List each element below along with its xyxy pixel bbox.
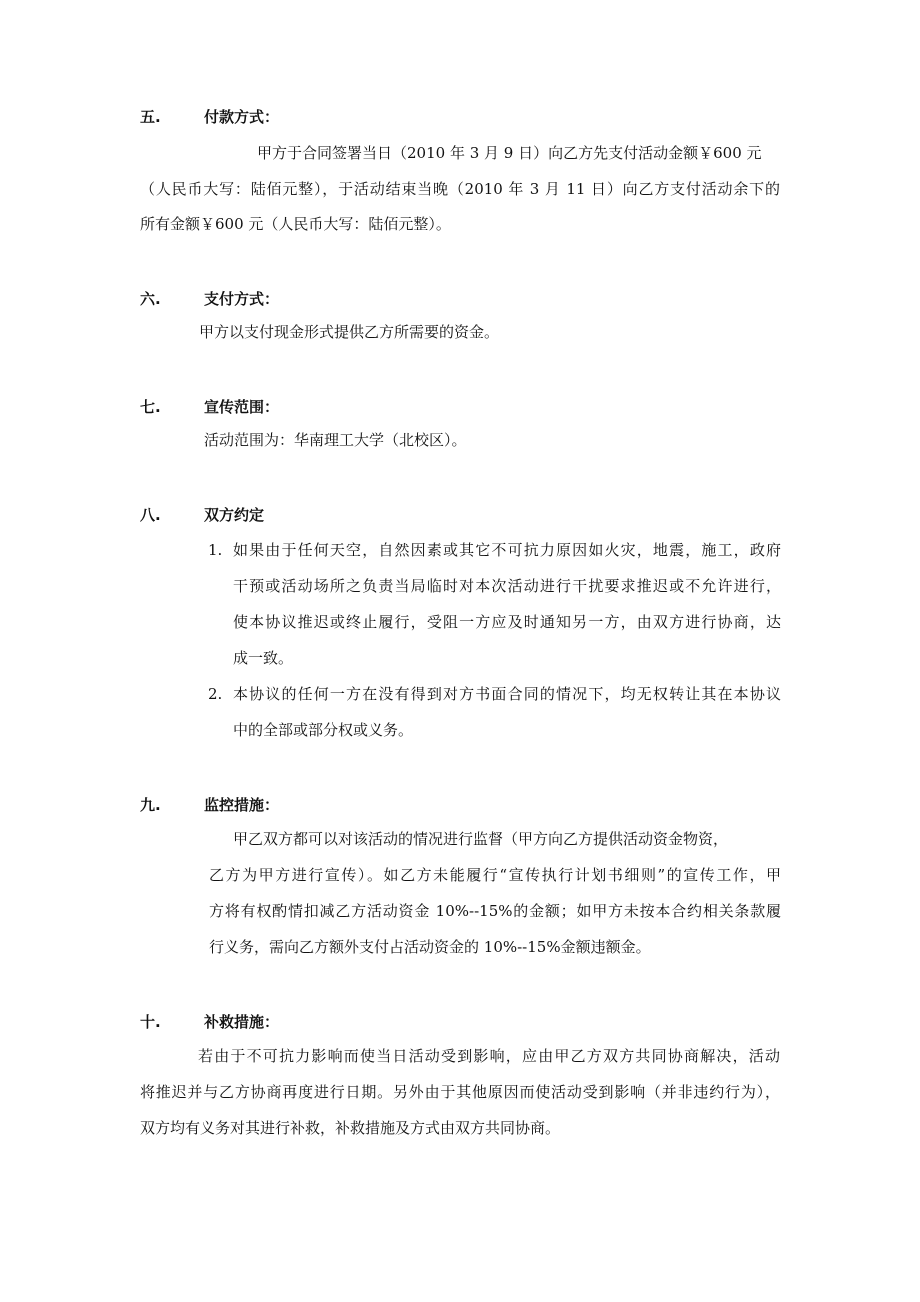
section-number: 十. bbox=[140, 1013, 161, 1031]
list-item-line: 中的全部或部分权或义务。 bbox=[233, 721, 414, 739]
paragraph-line: 乙方为甲方进行宣传）。如乙方未能履行“宣传执行计划书细则”的宣传工作，甲 bbox=[209, 866, 781, 884]
section-title: 支付方式： bbox=[204, 290, 280, 308]
section-title: 双方约定 bbox=[204, 506, 265, 524]
section-title: 补救措施： bbox=[204, 1013, 280, 1031]
paragraph-line: 方将有权酌情扣减乙方活动资金 10%--15%的金额；如甲方未按本合约相关条款履 bbox=[209, 902, 781, 920]
paragraph-line: （人民币大写：陆佰元整），于活动结束当晚（2010 年 3 月 11 日）向乙方支付活动余下的 bbox=[140, 180, 780, 198]
section-number: 六. bbox=[140, 290, 161, 308]
section-title: 付款方式： bbox=[204, 108, 280, 126]
list-item-line: 干预或活动场所之负责当局临时对本次活动进行干扰要求推迟或不允许进行， bbox=[233, 577, 781, 595]
paragraph-line: 行义务，需向乙方额外支付占活动资金的 10%--15%金额违额金。 bbox=[209, 938, 651, 956]
section-number: 九. bbox=[140, 796, 161, 814]
paragraph-line: 双方均有义务对其进行补救，补救措施及方式由双方共同协商。 bbox=[140, 1119, 561, 1137]
list-item-line: 成一致。 bbox=[233, 649, 294, 667]
list-item-line: 本协议的任何一方在没有得到对方书面合同的情况下，均无权转让其在本协议 bbox=[233, 685, 781, 703]
list-item-line: 使本协议推迟或终止履行，受阻一方应及时通知另一方，由双方进行协商，达 bbox=[233, 613, 781, 631]
list-marker: 2. bbox=[208, 685, 223, 703]
section-number: 五. bbox=[140, 108, 161, 126]
section-title: 宣传范围： bbox=[204, 398, 280, 416]
section-title: 监控措施： bbox=[204, 796, 280, 814]
list-item-line: 如果由于任何天空，自然因素或其它不可抗力原因如火灾，地震，施工，政府 bbox=[233, 541, 781, 559]
paragraph-line: 甲方以支付现金形式提供乙方所需要的资金。 bbox=[199, 323, 500, 341]
paragraph-line: 将推迟并与乙方协商再度进行日期。另外由于其他原因而使活动受到影响（并非违约行为）， bbox=[140, 1083, 780, 1101]
section-number: 七. bbox=[140, 398, 161, 416]
list-marker: 1. bbox=[208, 541, 223, 559]
section-number: 八. bbox=[140, 506, 161, 524]
paragraph-line: 甲乙双方都可以对该活动的情况进行监督（甲方向乙方提供活动资金物资， bbox=[233, 830, 729, 848]
paragraph-line: 甲方于合同签署当日（2010 年 3 月 9 日）向乙方先支付活动金额￥600 元 bbox=[257, 144, 762, 162]
paragraph-line: 若由于不可抗力影响而使当日活动受到影响，应由甲乙方双方共同协商解决，活动 bbox=[198, 1047, 780, 1065]
paragraph-line: 活动范围为：华南理工大学（北校区）。 bbox=[204, 431, 467, 449]
paragraph-line: 所有金额￥600 元（人民币大写：陆佰元整）。 bbox=[140, 215, 451, 233]
